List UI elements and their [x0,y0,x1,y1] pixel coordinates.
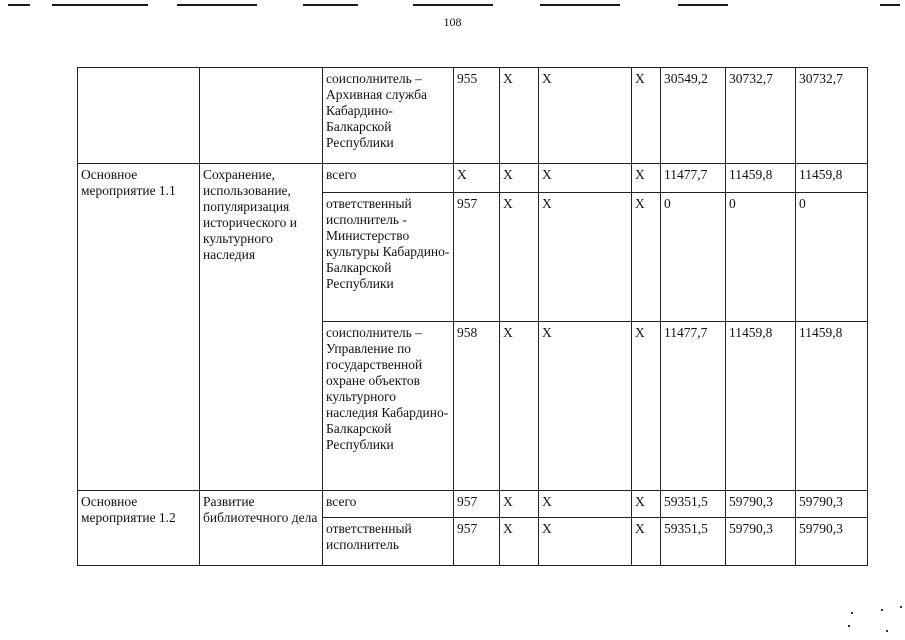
name-cell [200,68,323,164]
page-number: 108 [443,15,462,29]
code-cell: Х [539,68,632,164]
code-cell: Х [500,68,539,164]
value-cell: 11459,8 [796,322,868,491]
grbs-cell: 958 [454,322,500,491]
code-cell: Х [539,322,632,491]
speck [848,625,850,627]
value-cell: 59351,5 [661,491,726,518]
scan-line [8,4,30,6]
code-cell: Х [539,193,632,322]
grbs-cell: 957 [454,193,500,322]
value-cell: 11459,8 [726,164,796,193]
value-cell: 11477,7 [661,164,726,193]
scan-line [52,4,148,6]
code-cell: Х [632,68,661,164]
code-cell: Х [632,193,661,322]
table-row [78,164,868,193]
code-cell: Х [539,518,632,566]
executor-cell: ответственный исполнитель - Министерство культуры Кабардино-Балкарской Республики [323,193,454,322]
scan-line [303,4,358,6]
code-cell: Х [500,322,539,491]
code-cell: Х [500,193,539,322]
code-cell: Х [539,164,632,193]
code-cell: Х [500,491,539,518]
code-cell: Х [632,518,661,566]
grbs-cell: 957 [454,518,500,566]
name-cell: Развитие библиотечного дела [200,491,323,566]
budget-table [77,67,868,566]
code-cell: Х [539,491,632,518]
code-cell: Х [500,518,539,566]
scan-line [678,4,728,6]
code-cell: Х [500,164,539,193]
grbs-cell: Х [454,164,500,193]
code-cell: Х [632,164,661,193]
name-cell: Сохранение, использование, популяризация исторического и культурного наследия [200,164,323,491]
scan-line [413,4,493,6]
value-cell: 59790,3 [726,491,796,518]
executor-cell: всего [323,491,454,518]
event-cell: Основное мероприятие 1.2 [78,491,200,566]
speck [886,630,888,632]
grbs-cell: 955 [454,68,500,164]
value-cell: 30549,2 [661,68,726,164]
code-cell: Х [632,491,661,518]
value-cell: 59351,5 [661,518,726,566]
speck [900,606,902,608]
value-cell: 11477,7 [661,322,726,491]
value-cell: 30732,7 [796,68,868,164]
table-row [78,491,868,518]
value-cell: 59790,3 [796,518,868,566]
speck [881,609,883,611]
executor-cell: ответственный исполнитель [323,518,454,566]
speck [851,612,853,614]
scan-line [177,4,257,6]
event-cell: Основное мероприятие 1.1 [78,164,200,491]
value-cell: 30732,7 [726,68,796,164]
value-cell: 11459,8 [796,164,868,193]
event-cell [78,68,200,164]
executor-cell: соисполнитель – Управление по государственной охране объектов культурного наследия Кабардино-Балкарской Республики [323,322,454,491]
executor-cell: всего [323,164,454,193]
table-row [78,68,868,164]
grbs-cell: 957 [454,491,500,518]
executor-cell: соисполнитель – Архивная служба Кабардино-Балкарской Республики [323,68,454,164]
scan-line [540,4,620,6]
value-cell: 0 [726,193,796,322]
value-cell: 59790,3 [796,491,868,518]
value-cell: 59790,3 [726,518,796,566]
value-cell: 0 [796,193,868,322]
scan-line [880,4,900,6]
value-cell: 0 [661,193,726,322]
value-cell: 11459,8 [726,322,796,491]
code-cell: Х [632,322,661,491]
